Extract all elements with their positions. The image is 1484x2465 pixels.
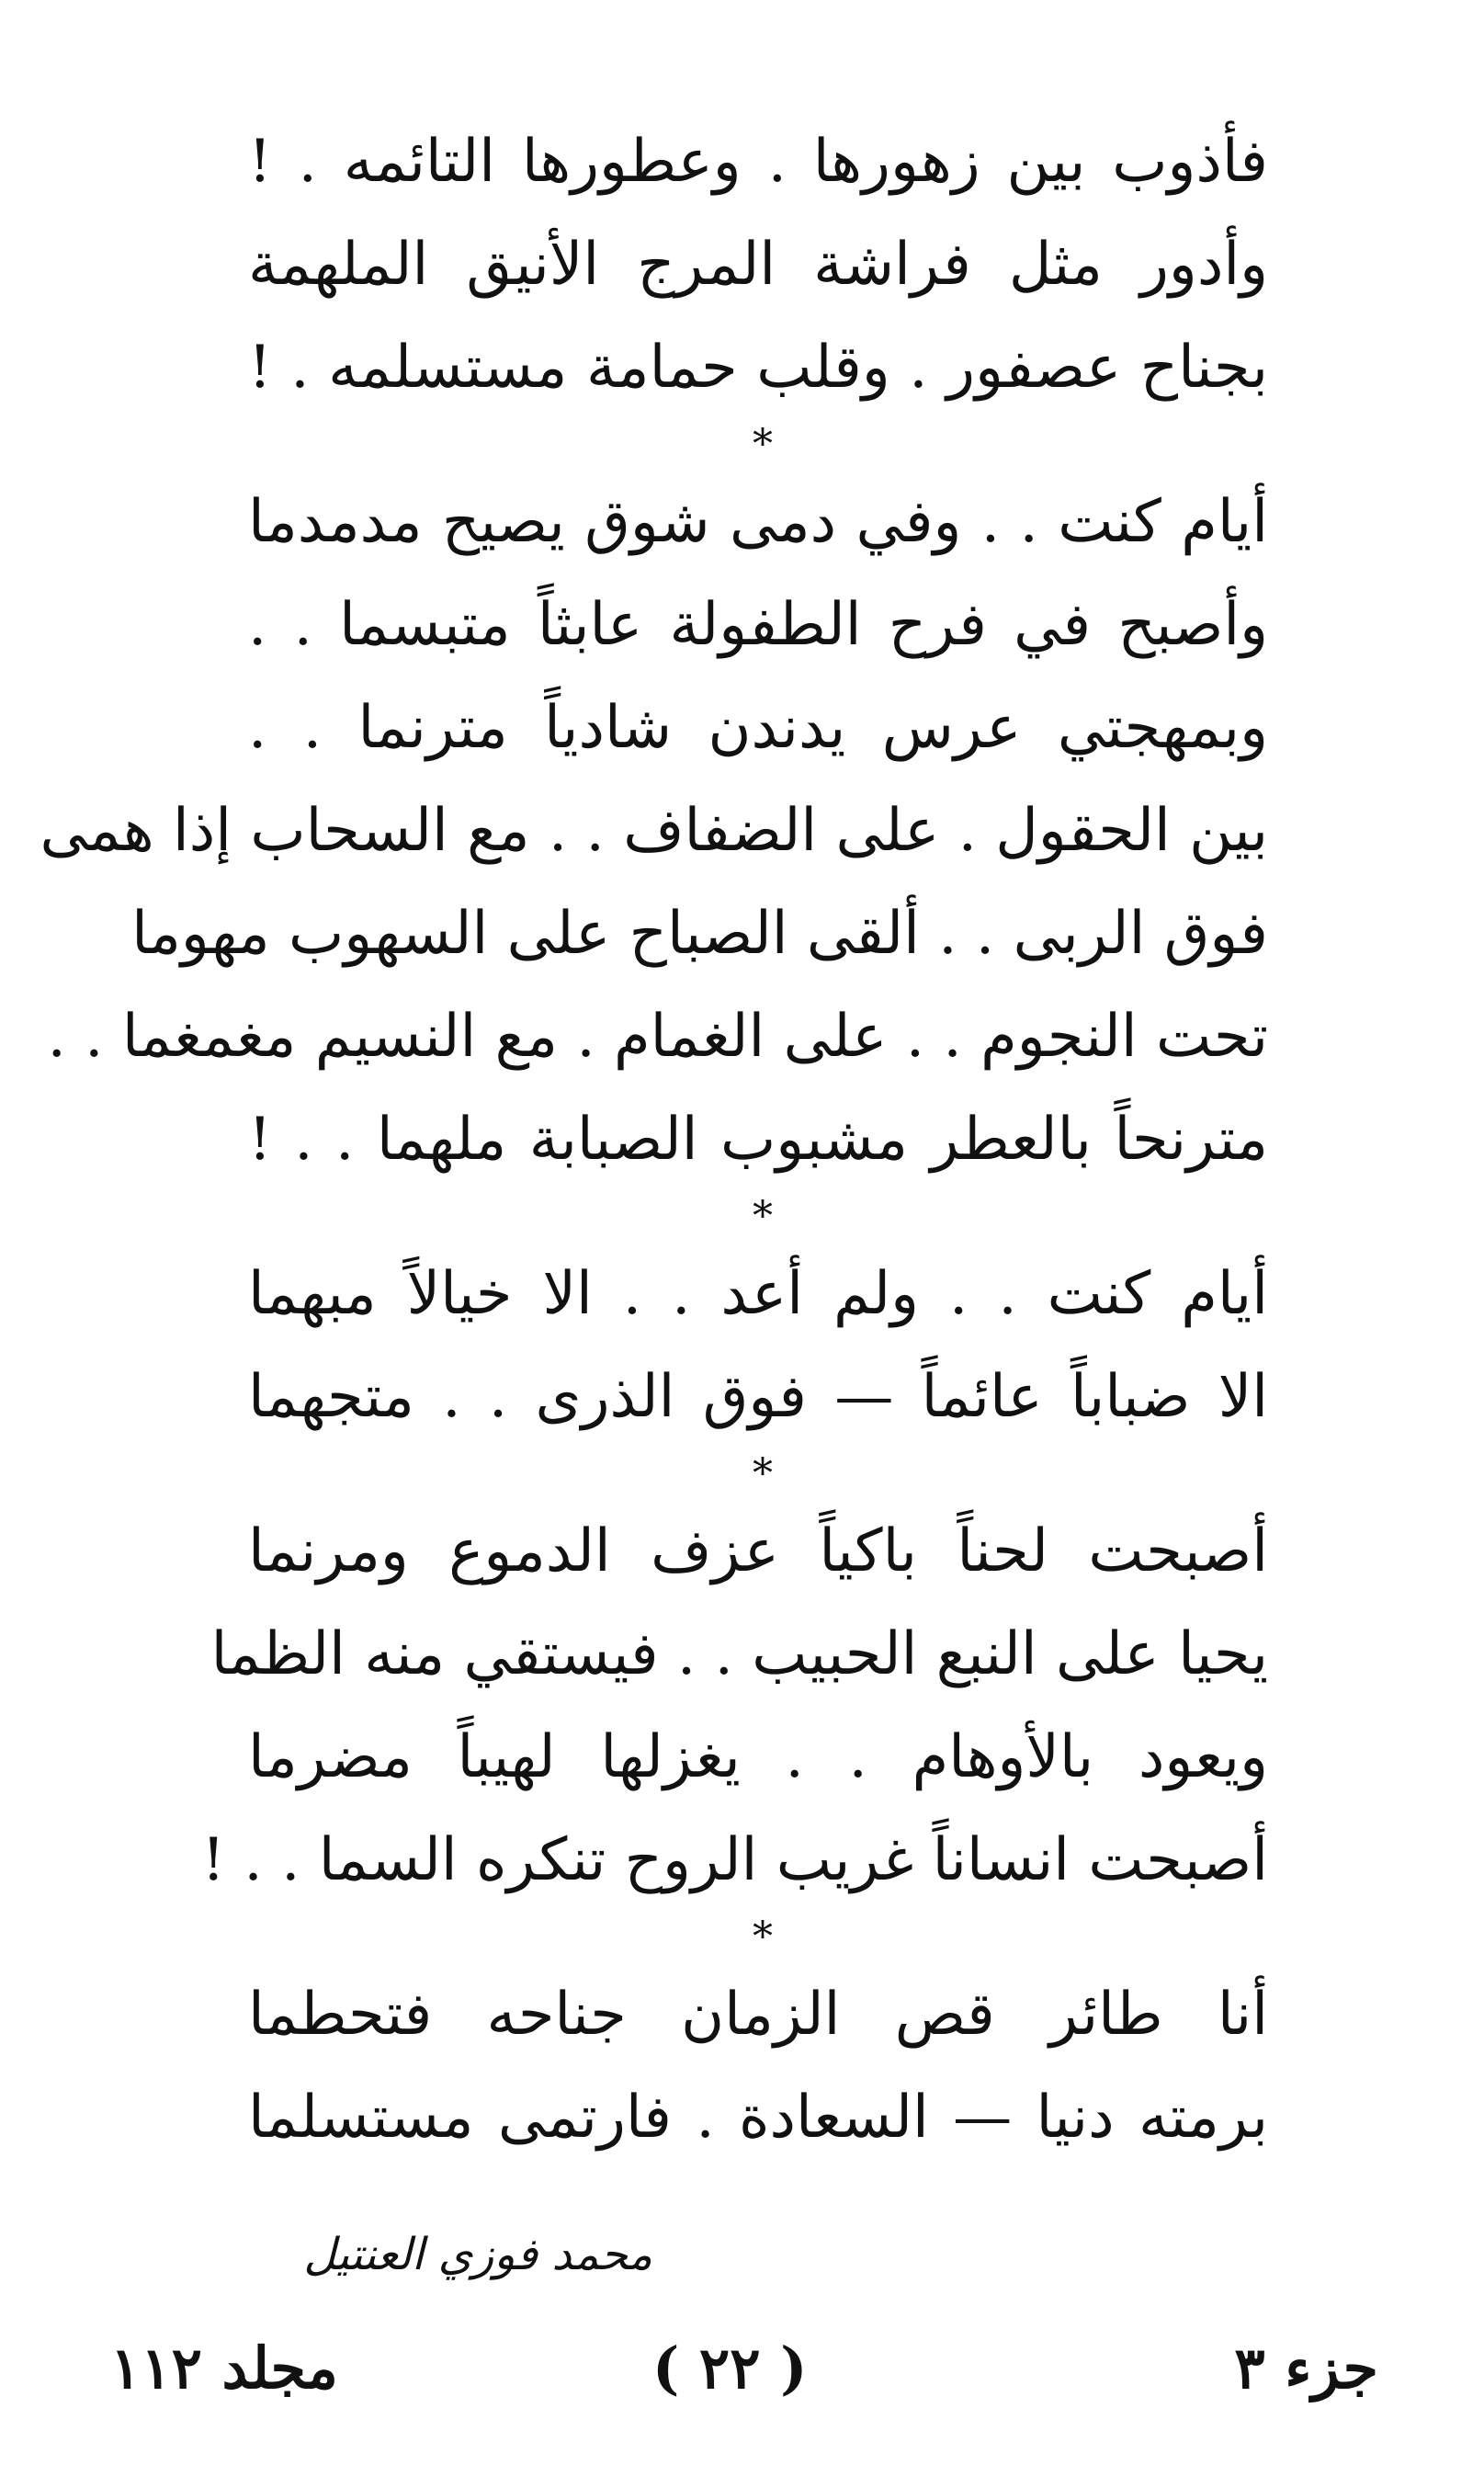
- poem-line: أصبحت لحناً باكياً عزف الدموع ومرنما: [248, 1517, 1268, 1585]
- footer-part: جزء ٣: [1234, 2334, 1378, 2402]
- stanza-separator: *: [753, 1193, 773, 1240]
- poem-line: يحيا على النبع الحبيب . . فيستقي منه الظما: [210, 1620, 1268, 1688]
- poem-line: أصبحت انساناً غريب الروح تنكره السما . . !: [201, 1826, 1268, 1894]
- poem-line: برمته دنيا — السعادة . فارتمى مستسلما: [248, 2084, 1268, 2152]
- poem-line: وأصبح في فرح الطفولة عابثاً متبسما . .: [248, 591, 1268, 659]
- stanza-separator: *: [753, 1450, 773, 1497]
- page-footer: [110, 2334, 1378, 2408]
- poem-line: فأذوب بين زهورها . وعطورها التائمه . !: [248, 128, 1268, 196]
- footer-page-number: ( ٢٢ ): [652, 2334, 808, 2402]
- poem-line: أيام كنت . . وفي دمى شوق يصيح مدمدما: [248, 488, 1268, 556]
- poem-line: وأدور مثل فراشة المرج الأنيق الملهمة: [248, 231, 1268, 299]
- poem-body: [40, 110, 1268, 2169]
- poem-line: تحت النجوم . . على الغمام . مع النسيم مغمغما . .: [47, 1003, 1268, 1071]
- stanza-separator: *: [753, 421, 773, 468]
- poem-line: أيام كنت . . ولم أعد . . الا خيالاً مبهما: [248, 1260, 1268, 1328]
- poem-line: الا ضباباً عائماً — فوق الذرى . . متجهما: [248, 1363, 1268, 1431]
- poem-line: بين الحقول . على الضفاف . . مع السحاب إذا همى: [40, 797, 1268, 865]
- poem-line: وبمهجتي عرس يدندن شادياً مترنما . .: [248, 694, 1268, 762]
- poem-line: ويعود بالأوهام . . يغزلها لهيباً مضرما: [248, 1723, 1268, 1791]
- footer-volume: مجلد ١١٢: [110, 2334, 338, 2402]
- poem-line: فوق الربى . . ألقى الصباح على السهوب مهوما: [131, 900, 1268, 968]
- poem-line: بجناح عصفور . وقلب حمامة مستسلمه . !: [248, 334, 1268, 402]
- poem-line: مترنحاً بالعطر مشبوب الصبابة ملهما . . !: [248, 1106, 1268, 1174]
- author-signature: محمد فوزي العنتيل: [303, 2229, 652, 2280]
- stanza-separator: *: [753, 1914, 773, 1960]
- poem-line: أنا طائر قص الزمان جناحه فتحطما: [248, 1981, 1268, 2049]
